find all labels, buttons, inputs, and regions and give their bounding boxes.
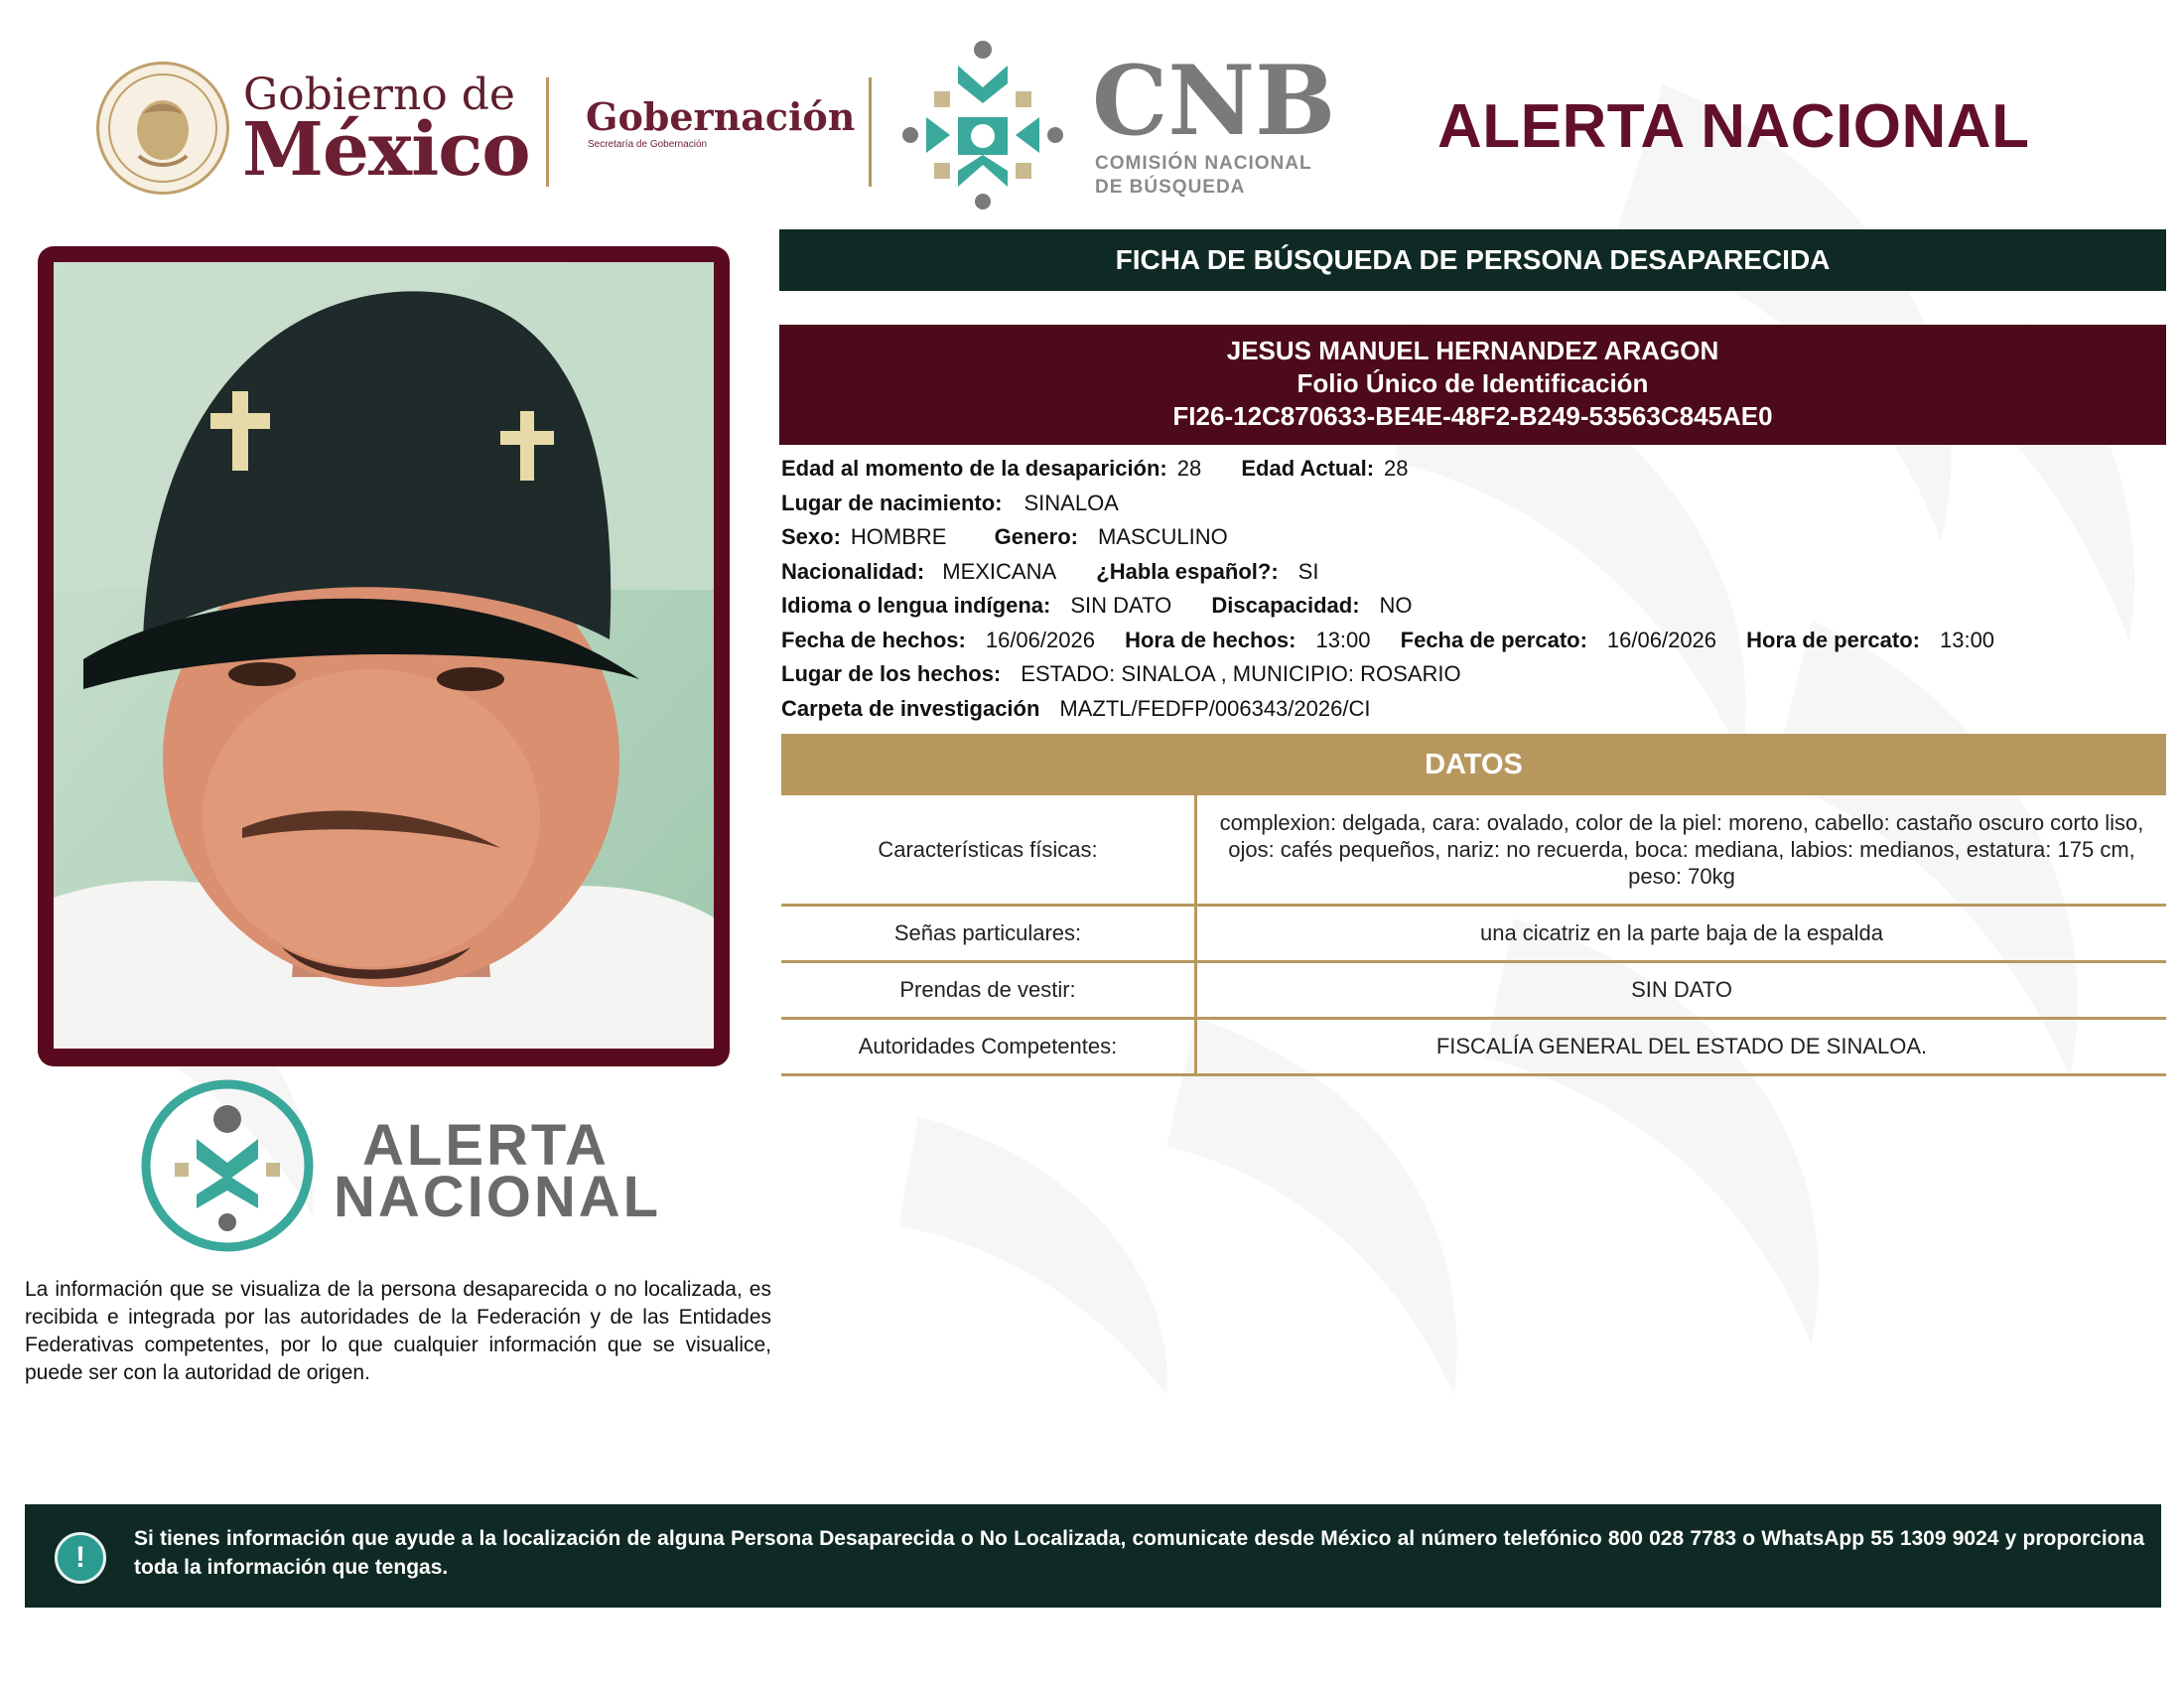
hora-percato-value: 13:00 [1939, 627, 1995, 652]
discapacidad-label: Discapacidad: [1211, 593, 1360, 618]
info-row-sexo [781, 520, 2166, 555]
sexo-label: Sexo: [781, 524, 841, 549]
info-row-carpeta [781, 692, 2166, 727]
table-row [781, 905, 2166, 961]
gobierno-de-text: Gobierno de [243, 70, 515, 120]
alerta-nacional-title: ALERTA NACIONAL [1437, 92, 2030, 161]
datos-table [781, 795, 2166, 1076]
info-row-lugar [781, 657, 2166, 692]
divider [869, 77, 872, 187]
lugar-value: ESTADO: SINALOA , MUNICIPIO: ROSARIO [1021, 661, 1461, 686]
edad-actual-label: Edad Actual: [1241, 456, 1375, 481]
alerta-logo-line2: NACIONAL [334, 1165, 662, 1229]
table-row [781, 1018, 2166, 1074]
person-info [781, 452, 2166, 726]
header [0, 0, 2184, 218]
datos-label-autoridades: Autoridades Competentes: [781, 1018, 1196, 1074]
genero-value: MASCULINO [1097, 524, 1228, 549]
alerta-nacional-logo-icon [139, 1077, 316, 1254]
footer-contact-text: Si tienes información que ayude a la localización de alguna Persona Desaparecida o No Localizada, comunicate desde México al número telefónico 800 028 7783 o WhatsApp 55 1309 9024 y proporciona toda la información que tengas. [134, 1527, 2144, 1579]
idioma-label: Idioma o lengua indígena: [781, 593, 1051, 618]
cnb-emblem-icon [898, 38, 1067, 211]
sexo-value: HOMBRE [850, 524, 947, 549]
person-photo [54, 262, 714, 1049]
cnb-subtitle-line2: DE BÚSQUEDA [1095, 177, 1246, 198]
nacimiento-value: SINALOA [1024, 490, 1119, 515]
espanol-label: ¿Habla español?: [1096, 558, 1279, 584]
fecha-percato-label: Fecha de percato: [1400, 627, 1587, 652]
ficha-title-bar: FICHA DE BÚSQUEDA DE PERSONA DESAPARECIDA [779, 229, 2166, 291]
datos-value-autoridades: FISCALÍA GENERAL DEL ESTADO DE SINALOA. [1196, 1018, 2167, 1074]
datos-label-caracteristicas: Características físicas: [781, 795, 1196, 905]
hora-hechos-label: Hora de hechos: [1125, 627, 1297, 652]
idioma-value: SIN DATO [1070, 593, 1172, 618]
datos-label-senas: Señas particulares: [781, 905, 1196, 961]
edad-desaparicion-value: 28 [1176, 456, 1202, 481]
gobernacion-subtitle: Secretaría de Gobernación [588, 139, 708, 150]
alert-exclamation-icon: ! [55, 1532, 106, 1584]
mexico-seal-icon [96, 62, 229, 195]
lugar-label: Lugar de los hechos: [781, 661, 1002, 686]
edad-actual-value: 28 [1384, 456, 1409, 481]
nacionalidad-label: Nacionalidad: [781, 558, 925, 584]
info-row-nacionalidad [781, 555, 2166, 590]
fecha-percato-value: 16/06/2026 [1606, 627, 1717, 652]
datos-header: DATOS [781, 734, 2166, 795]
carpeta-value: MAZTL/FEDFP/006343/2026/CI [1059, 695, 1371, 721]
discapacidad-value: NO [1379, 593, 1413, 618]
cnb-subtitle-line1: COMISIÓN NACIONAL [1095, 153, 1312, 174]
mexico-text: México [242, 107, 530, 193]
info-row-fechas [781, 624, 2166, 658]
footer-banner [25, 1504, 2161, 1608]
genero-label: Genero: [994, 524, 1078, 549]
table-row [781, 795, 2166, 905]
cnb-text: CNB [1092, 45, 1336, 157]
datos-value-prendas: SIN DATO [1196, 961, 2167, 1018]
table-row [781, 961, 2166, 1018]
person-name: JESUS MANUEL HERNANDEZ ARAGON [1226, 336, 1719, 365]
nacimiento-label: Lugar de nacimiento: [781, 490, 1003, 515]
person-name-block [779, 325, 2166, 445]
fecha-hechos-value: 16/06/2026 [985, 627, 1095, 652]
photo-frame [38, 246, 730, 1066]
info-row-edad [781, 452, 2166, 487]
edad-desaparicion-label: Edad al momento de la desaparición: [781, 456, 1167, 481]
hora-hechos-value: 13:00 [1315, 627, 1371, 652]
folio-label: Folio Único de Identificación [1297, 368, 1649, 398]
fecha-hechos-label: Fecha de hechos: [781, 627, 966, 652]
info-row-nacimiento [781, 487, 2166, 521]
alerta-logo-line1: ALERTA [362, 1113, 610, 1178]
datos-value-senas: una cicatriz en la parte baja de la espalda [1196, 905, 2167, 961]
cnb-subtitle [1095, 152, 1312, 200]
info-row-idioma [781, 589, 2166, 624]
gobernacion-logo-text: Gobernación [586, 94, 856, 139]
carpeta-label: Carpeta de investigación [781, 695, 1040, 721]
nacionalidad-value: MEXICANA [942, 558, 1057, 584]
hora-percato-label: Hora de percato: [1746, 627, 1920, 652]
datos-value-caracteristicas: complexion: delgada, cara: ovalado, color de la piel: moreno, cabello: castaño oscuro corto liso, ojos: cafés pequeños, nariz: no recuerda, boca: mediana, labios: medianos, estatura: 175 cm, peso: 70kg [1196, 795, 2167, 905]
folio-value: FI26-12C870633-BE4E-48F2-B249-53563C845AE0 [1172, 401, 1773, 431]
espanol-value: SI [1297, 558, 1319, 584]
divider [546, 77, 549, 187]
disclaimer-text: La información que se visualiza de la persona desaparecida o no localizada, es recibida e integrada por las autoridades de la Federación y de las Entidades Federativas competentes, por lo que cualquier información que se visualice, puede ser con la autoridad de origen. [25, 1278, 771, 1384]
datos-label-prendas: Prendas de vestir: [781, 961, 1196, 1018]
